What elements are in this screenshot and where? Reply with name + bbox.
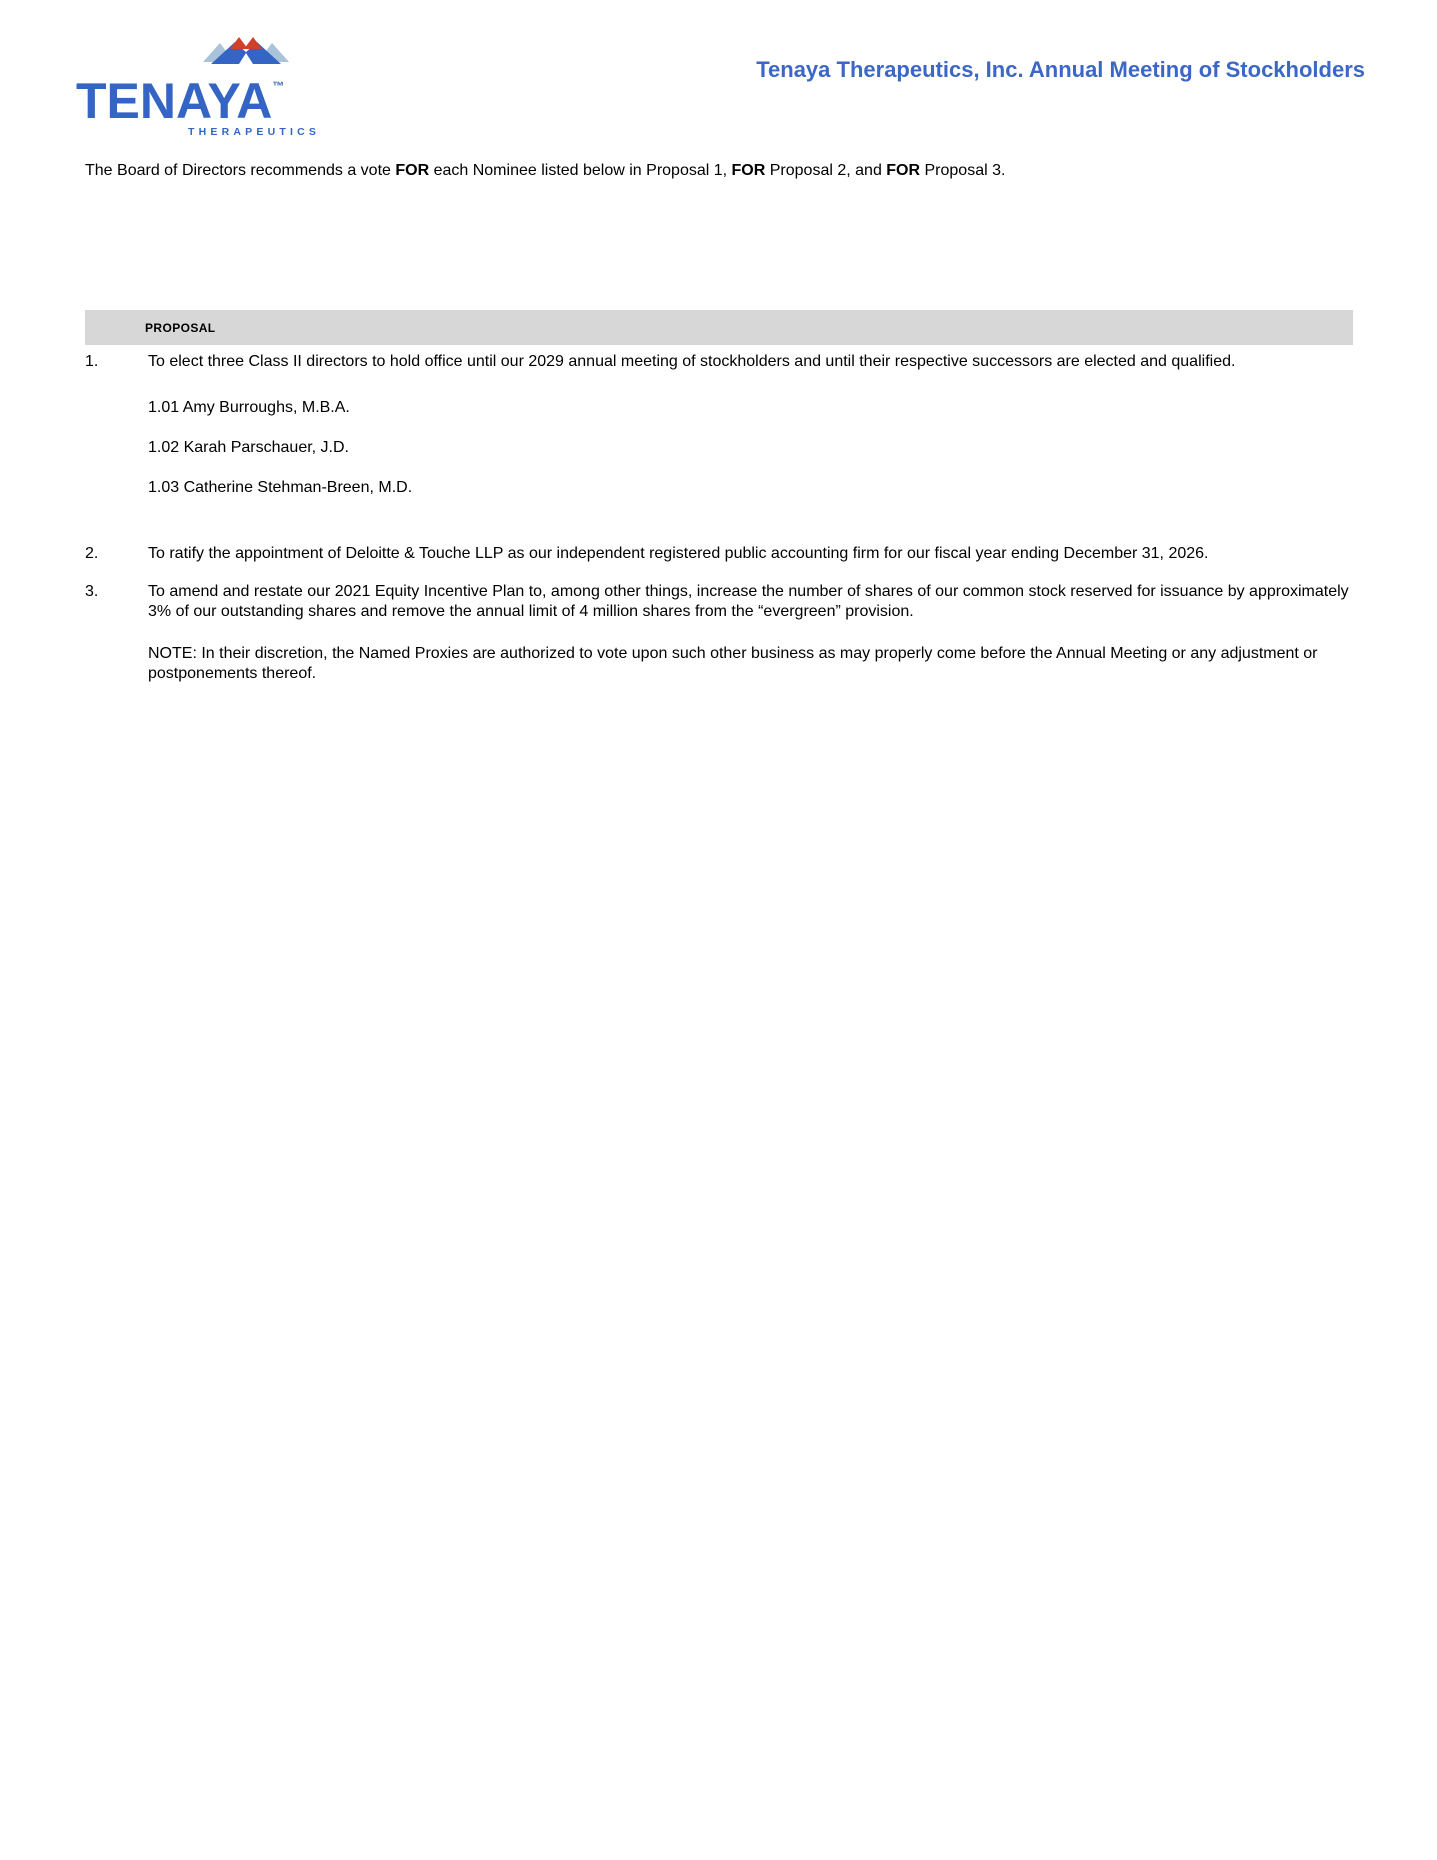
proposal-3-text: To amend and restate our 2021 Equity Incentive Plan to, among other things, increase the number of shares of our common stock reserved for issuance by approximately 3% of our outstanding shares and remove the annual limit of 4 million shares from the “evergreen” provision. <box>148 583 1349 620</box>
proposal-2-number: 2. <box>85 545 99 562</box>
proposal-3-number: 3. <box>85 583 99 600</box>
nominee-1-03: 1.03 Catherine Stehman-Breen, M.D. <box>148 479 413 496</box>
proposal-1-number: 1. <box>85 353 99 370</box>
proposal-section <box>85 310 1353 684</box>
mountain-icon <box>203 34 289 64</box>
recommendation-for-2: FOR <box>731 162 766 179</box>
proposal-3-body <box>148 582 1353 684</box>
proposal-1-text: To elect three Class II directors to hold office until our 2029 annual meeting of stockholders and until their respective successors are elected and qualified. <box>148 353 1236 370</box>
logo-subtitle: THERAPEUTICS <box>188 126 321 138</box>
proposal-item-1 <box>85 352 1353 498</box>
board-recommendation <box>85 161 1325 181</box>
page-title: Tenaya Therapeutics, Inc. Annual Meeting of Stockholders <box>756 57 1365 82</box>
proposal-1-body <box>148 352 1353 498</box>
nominee-1-01: 1.01 Amy Burroughs, M.B.A. <box>148 399 350 416</box>
proposal-3-note: NOTE: In their discretion, the Named Proxies are authorized to vote upon such other business as may properly come before the Annual Meeting or any adjustment or postponements thereof. <box>148 645 1318 682</box>
proposal-item-2 <box>85 544 1353 564</box>
recommendation-text: each Nominee listed below in Proposal 1, <box>429 162 732 179</box>
trademark-symbol: ™ <box>272 79 285 93</box>
logo-wordmark-text: TENAYA <box>76 73 273 129</box>
proposal-2-text: To ratify the appointment of Deloitte & Touche LLP as our independent registered public accounting firm for our fiscal year ending December 31, 2026. <box>148 545 1209 562</box>
recommendation-text: Proposal 2, and <box>765 162 887 179</box>
nominee-1-02: 1.02 Karah Parschauer, J.D. <box>148 439 349 456</box>
proposal-table-header <box>85 310 1353 345</box>
proposal-header-label: PROPOSAL <box>145 320 216 335</box>
proposal-item-3 <box>85 582 1353 684</box>
proposal-list <box>85 352 1353 684</box>
logo-wordmark <box>76 64 326 129</box>
recommendation-text: The Board of Directors recommends a vote <box>85 162 396 179</box>
proposal-2-body <box>148 544 1353 564</box>
recommendation-for-3: FOR <box>886 162 921 179</box>
company-logo <box>76 34 326 138</box>
recommendation-text: Proposal 3. <box>920 162 1006 179</box>
recommendation-for-1: FOR <box>395 162 430 179</box>
